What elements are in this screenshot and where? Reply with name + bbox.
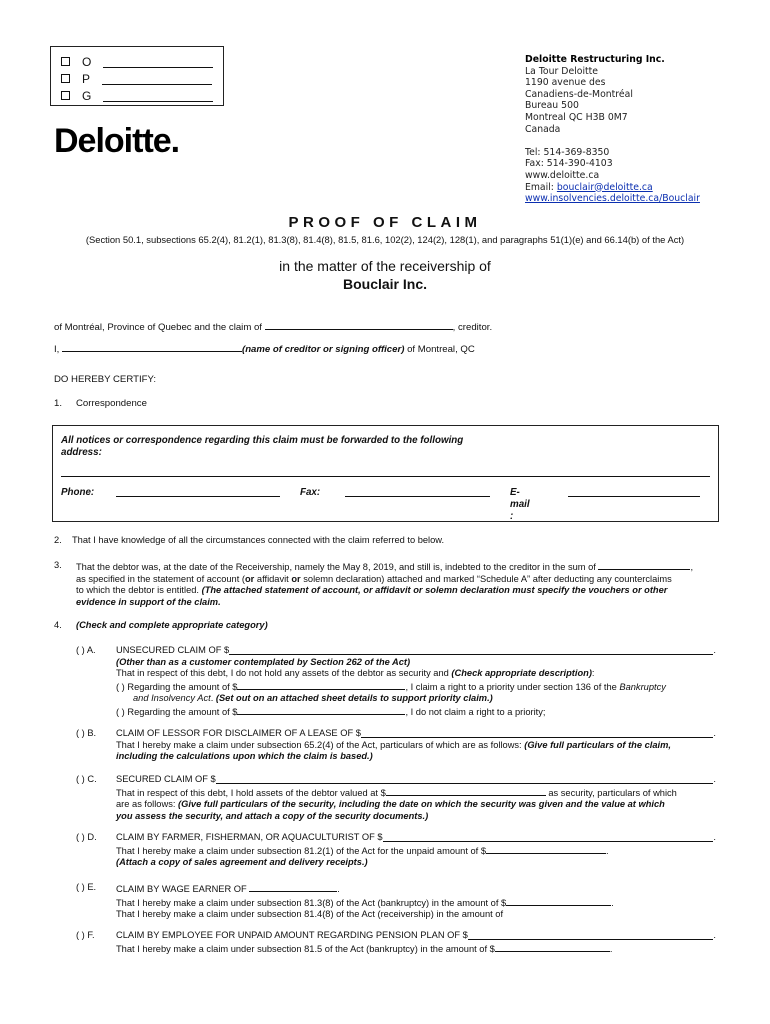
amount-field[interactable] bbox=[249, 882, 337, 892]
signatory-prefix: I, bbox=[54, 344, 62, 355]
telephone: Tel: 514-369-8350 bbox=[525, 146, 610, 158]
text: to which the debtor is entitled. bbox=[76, 585, 202, 595]
statute-reference: (Section 50.1, subsections 65.2(4), 81.2(1), 81.3(8), 81.4(8), 81.5, 81.6, 102(2), 124(2), 128(1), and paragraphs 51(1)(e) and 66.14(b) of the Act) bbox=[85, 234, 685, 245]
correspondence-instructions: All notices or correspondence regarding this claim must be forwarded to the following address: bbox=[61, 435, 464, 458]
checkbox[interactable] bbox=[61, 74, 70, 83]
address-field[interactable] bbox=[61, 476, 710, 477]
item-3-line bbox=[76, 585, 726, 597]
punct: , bbox=[690, 562, 694, 572]
blank-line[interactable] bbox=[103, 56, 213, 68]
category-e-checkbox[interactable]: ( ) E. bbox=[76, 882, 97, 892]
text: Bankruptcy bbox=[619, 681, 666, 692]
category-title: CLAIM BY WAGE EARNER OF bbox=[116, 884, 250, 894]
amount-field[interactable] bbox=[361, 728, 714, 738]
firm-address-block bbox=[525, 54, 700, 205]
priority-option[interactable] bbox=[116, 680, 716, 694]
item-number: 2. bbox=[54, 535, 62, 545]
category-f-checkbox[interactable]: ( ) F. bbox=[76, 930, 95, 940]
text: : bbox=[591, 668, 595, 678]
category-b bbox=[116, 728, 716, 763]
website: www.deloitte.ca bbox=[525, 169, 600, 181]
item-text: That I have knowledge of all the circumstances connected with the claim referred to below. bbox=[72, 535, 445, 545]
item-text: (Check and complete appropriate category) bbox=[76, 620, 268, 630]
category-title: CLAIM BY EMPLOYEE FOR UNPAID AMOUNT REGARDING PENSION PLAN OF $ bbox=[116, 930, 468, 940]
text: are as follows: bbox=[116, 799, 179, 809]
category-d bbox=[116, 832, 716, 869]
category-title: CLAIM BY FARMER, FISHERMAN, OR AQUACULTURIST OF $ bbox=[116, 832, 383, 842]
checkbox-row-g[interactable] bbox=[61, 87, 223, 104]
checkbox[interactable] bbox=[61, 57, 70, 66]
text: and Insolvency Act bbox=[133, 693, 211, 703]
category-c-checkbox[interactable]: ( ) C. bbox=[76, 774, 97, 784]
address-line: La Tour Deloitte bbox=[525, 65, 599, 77]
category-line bbox=[116, 896, 716, 910]
category-head: CLAIM OF LESSOR FOR DISCLAIMER OF A LEASE OF $ . bbox=[116, 728, 716, 738]
certify-heading: DO HEREBY CERTIFY: bbox=[54, 374, 157, 385]
item-4 bbox=[54, 620, 268, 632]
value-field[interactable] bbox=[386, 786, 546, 796]
text: as specified in the statement of account ( bbox=[76, 573, 245, 584]
address-line: 1190 avenue des bbox=[525, 77, 606, 89]
email-label-part: mail bbox=[510, 499, 530, 510]
text: (Check appropriate description) bbox=[451, 668, 592, 678]
amount-field[interactable] bbox=[486, 844, 606, 854]
address-line: Canada bbox=[525, 123, 561, 135]
document-title: PROOF OF CLAIM bbox=[288, 214, 482, 231]
text: That I hereby make a claim under subsection 81.3(8) of the Act (bankruptcy) in the amount of $ bbox=[116, 897, 507, 908]
category-head: CLAIM BY FARMER, FISHERMAN, OR AQUACULTURIST OF $ . bbox=[116, 832, 716, 842]
category-note: (Other than as a customer contemplated by Section 262 of the Act) bbox=[116, 656, 411, 667]
category-title: UNSECURED CLAIM OF $ bbox=[116, 645, 230, 655]
text: affidavit bbox=[254, 573, 292, 584]
amount-field[interactable] bbox=[383, 832, 714, 842]
category-e bbox=[116, 882, 716, 921]
category-line bbox=[116, 799, 716, 811]
text: That in respect of this debt, I hold assets of the debtor valued at $ bbox=[116, 787, 386, 798]
item-3-line bbox=[76, 560, 726, 574]
amount-field[interactable] bbox=[506, 896, 611, 906]
checkbox[interactable] bbox=[61, 91, 70, 100]
creditor-line bbox=[54, 320, 492, 333]
amount-field[interactable] bbox=[237, 705, 405, 715]
email-label-part: : bbox=[510, 511, 514, 522]
category-c bbox=[116, 774, 716, 822]
item-3-text: That the debtor was, at the date of the Receivership, namely the May 8, 2019, and still is, indebted to the creditor in the sum of bbox=[76, 562, 599, 572]
checkbox-row-p[interactable] bbox=[61, 70, 223, 87]
amount-field[interactable] bbox=[468, 930, 714, 940]
amount-field[interactable] bbox=[237, 680, 405, 690]
category-line: That I hereby make a claim under subsection 81.4(8) of the Act (receivership) in the amount of bbox=[116, 909, 504, 919]
address-line: Bureau 500 bbox=[525, 100, 579, 112]
text: (The attached statement of account, or affidavit or solemn declaration must specify the vouchers or other bbox=[201, 585, 668, 595]
item-text: Correspondence bbox=[76, 398, 147, 409]
creditor-name-field[interactable] bbox=[265, 320, 453, 330]
category-head: CLAIM BY EMPLOYEE FOR UNPAID AMOUNT REGARDING PENSION PLAN OF $ . bbox=[116, 930, 716, 940]
text: as security, particulars of which bbox=[545, 787, 677, 798]
amount-field[interactable] bbox=[495, 942, 610, 952]
category-line: (Attach a copy of sales agreement and delivery receipts.) bbox=[116, 857, 368, 867]
text: (Give full particulars of the claim, bbox=[524, 739, 671, 750]
signatory-line bbox=[54, 342, 475, 355]
text: . bbox=[609, 943, 613, 954]
category-line bbox=[116, 942, 716, 956]
amount-field[interactable] bbox=[229, 645, 713, 655]
firm-name: Deloitte Restructuring Inc. bbox=[525, 54, 665, 65]
text: . bbox=[210, 693, 216, 703]
category-f bbox=[116, 930, 716, 955]
address-line: Canadiens-de-Montréal bbox=[525, 88, 633, 100]
category-head: UNSECURED CLAIM OF $ . bbox=[116, 645, 716, 655]
text: or bbox=[291, 573, 301, 584]
insolvencies-link[interactable]: www.insolvencies.deloitte.ca/Bouclair bbox=[525, 193, 700, 205]
phone-field[interactable] bbox=[116, 496, 280, 497]
fax: Fax: 514-390-4103 bbox=[525, 158, 613, 170]
email-label-part: E- bbox=[510, 487, 520, 498]
address-line: Montreal QC H3B 0M7 bbox=[525, 111, 628, 123]
category-b-checkbox[interactable]: ( ) B. bbox=[76, 728, 97, 738]
blank-line[interactable] bbox=[102, 73, 212, 85]
category-line bbox=[116, 786, 716, 800]
text: That I hereby make a claim under subsection 65.2(4) of the Act, particulars of which are as follows: bbox=[116, 739, 525, 750]
fax-field[interactable] bbox=[345, 496, 490, 497]
text: (Give full particulars of the security, including the date on which the security was given and the value at which bbox=[178, 799, 665, 809]
claim-sum-field[interactable] bbox=[598, 560, 690, 570]
text: , I do not claim a right to a priority; bbox=[405, 706, 546, 717]
item-3-line: evidence in support of the claim. bbox=[76, 596, 221, 607]
item-3-line bbox=[76, 574, 726, 586]
checkbox-row-o[interactable] bbox=[61, 53, 223, 70]
punct: . bbox=[337, 884, 340, 894]
fax-label: Fax: bbox=[300, 487, 321, 498]
creditor-line-text: of Montréal, Province of Quebec and the claim of bbox=[54, 322, 265, 333]
item-3 bbox=[76, 560, 726, 608]
email-line bbox=[525, 182, 700, 194]
signatory-name-field[interactable] bbox=[62, 342, 242, 352]
category-line bbox=[116, 740, 716, 752]
item-1 bbox=[54, 398, 147, 409]
category-head: SECURED CLAIM OF $ . bbox=[116, 774, 716, 784]
item-3-number: 3. bbox=[54, 560, 62, 570]
blank-line[interactable] bbox=[103, 90, 213, 102]
text: . bbox=[611, 897, 614, 908]
email-link[interactable]: bouclair@deloitte.ca bbox=[556, 181, 653, 193]
category-title: SECURED CLAIM OF $ bbox=[116, 774, 216, 784]
phone-label: Phone: bbox=[61, 487, 95, 498]
category-a bbox=[116, 645, 716, 718]
category-line bbox=[116, 668, 716, 680]
category-line bbox=[116, 693, 716, 705]
correspondence-box bbox=[52, 425, 719, 522]
item-number: 1. bbox=[54, 398, 63, 409]
checkbox-label: G bbox=[82, 88, 92, 103]
text: That I hereby make a claim under subsection 81.5 of the Act (bankruptcy) in the amount of $ bbox=[116, 943, 495, 954]
text: . bbox=[606, 845, 609, 856]
text: ( ) Regarding the amount of $ bbox=[116, 681, 238, 692]
amount-field[interactable] bbox=[216, 774, 714, 784]
office-checkbox-box bbox=[50, 46, 224, 106]
category-head bbox=[116, 882, 716, 896]
text: That I hereby make a claim under subsection 81.2(1) of the Act for the unpaid amount of $ bbox=[116, 845, 487, 856]
category-line: you assess the security, and attach a copy of the security documents.) bbox=[116, 810, 429, 821]
text: or bbox=[245, 573, 255, 584]
text: ( ) Regarding the amount of $ bbox=[116, 706, 238, 717]
category-a-checkbox[interactable]: ( ) A. bbox=[76, 645, 96, 655]
category-title: CLAIM OF LESSOR FOR DISCLAIMER OF A LEASE OF $ bbox=[116, 728, 361, 738]
item-2 bbox=[54, 535, 444, 547]
matter-heading: in the matter of the receivership of bbox=[279, 258, 491, 274]
email-label bbox=[510, 487, 530, 523]
email-label: Email: bbox=[525, 181, 557, 193]
item-number: 4. bbox=[54, 620, 62, 630]
checkbox-label: P bbox=[82, 71, 91, 86]
text: That in respect of this debt, I do not hold any assets of the debtor as security and bbox=[116, 668, 452, 678]
text: , I claim a right to a priority under section 136 of the bbox=[405, 681, 620, 692]
deloitte-logo: Deloitte. bbox=[54, 122, 180, 160]
category-line bbox=[116, 844, 716, 858]
email-field[interactable] bbox=[568, 496, 700, 497]
no-priority-option[interactable] bbox=[116, 705, 716, 719]
checkbox-label: O bbox=[82, 54, 92, 69]
text: solemn declaration) attached and marked “Schedule A” after deducting any counterclaims bbox=[300, 573, 672, 584]
signatory-suffix: of Montreal, QC bbox=[404, 344, 475, 355]
signatory-hint: (name of creditor or signing officer) bbox=[242, 344, 405, 355]
creditor-line-end: , creditor. bbox=[452, 322, 493, 333]
category-d-checkbox[interactable]: ( ) D. bbox=[76, 832, 97, 842]
category-line: including the calculations upon which the claim is based.) bbox=[116, 751, 373, 761]
debtor-name: Bouclair Inc. bbox=[342, 276, 428, 292]
text: (Set out on an attached sheet details to support priority claim.) bbox=[215, 693, 493, 703]
